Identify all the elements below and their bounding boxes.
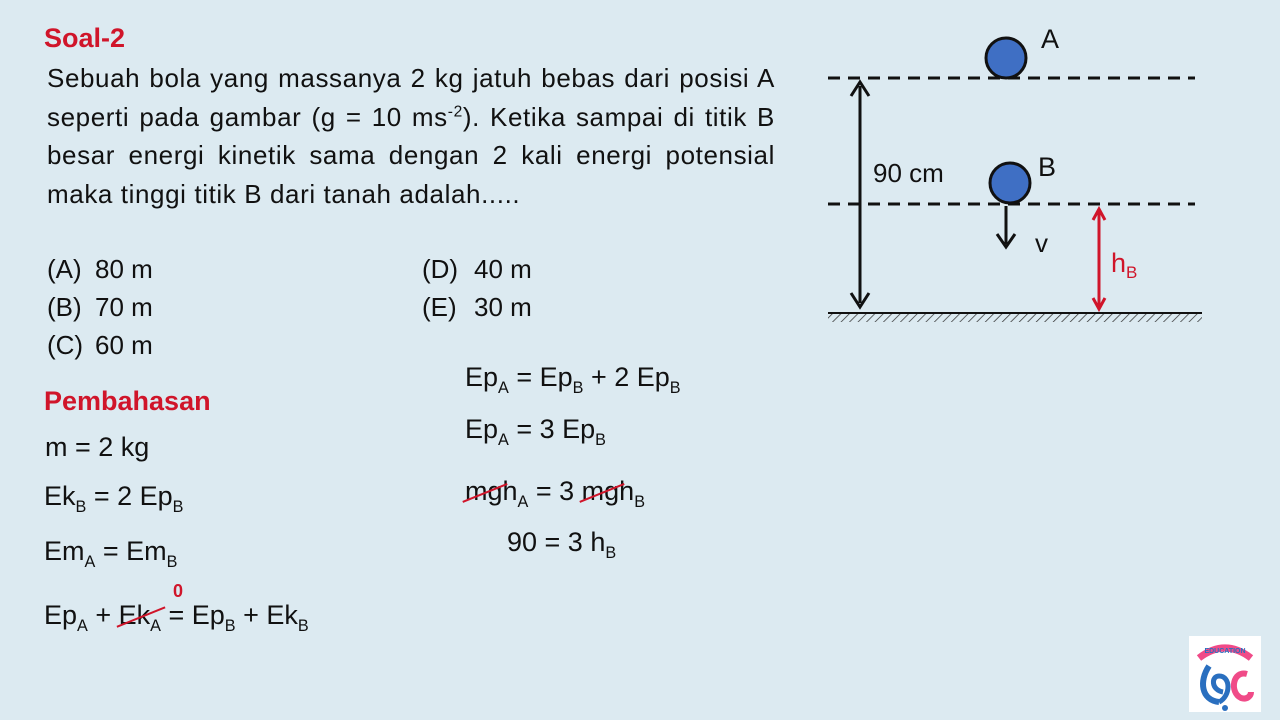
step3-h-right: h xyxy=(619,476,635,506)
solution-title: Pembahasan xyxy=(44,386,211,416)
hb-label-sub: B xyxy=(1126,263,1138,282)
hb-arrow xyxy=(1093,209,1105,309)
step3-mg-struck-left: mg xyxy=(465,476,503,506)
step2-s1: A xyxy=(498,431,509,449)
step3-c: = 3 xyxy=(528,476,582,506)
ball-b xyxy=(990,163,1030,203)
step1-c: + 2 Ep xyxy=(583,362,670,392)
problem-text-part1: Sebuah bola yang massanya 2 kg jatuh bebas dari posisi A seperti pada gambar (g = 10 ms xyxy=(47,63,775,132)
eq-cons-ek: Ek xyxy=(118,600,151,630)
problem-title: Soal-2 xyxy=(44,23,126,53)
eq-cons-sub4: B xyxy=(297,617,309,635)
option-c-value: 60 m xyxy=(95,330,153,360)
option-a-key: (A) xyxy=(47,254,82,284)
step1-a: Ep xyxy=(465,362,499,392)
step1-b: = Ep xyxy=(508,362,573,392)
step2-a: Ep xyxy=(465,414,499,444)
option-e-value: 30 m xyxy=(474,292,532,322)
velocity-arrow xyxy=(997,206,1015,247)
eq-em-sub1: A xyxy=(84,553,96,571)
step1-s3: B xyxy=(669,379,681,397)
option-b-value: 70 m xyxy=(95,292,153,322)
option-d-key: (D) xyxy=(422,254,459,284)
eq-cons-rhs: = Ep xyxy=(160,600,225,630)
step4-s1: B xyxy=(605,544,617,562)
hb-label-main: h xyxy=(1111,248,1127,278)
problem-text-superscript: -2 xyxy=(447,102,463,120)
ball-a xyxy=(986,38,1026,78)
option-b-key: (B) xyxy=(47,292,82,322)
height-label: 90 cm xyxy=(873,158,944,188)
eq-cons-sub2: A xyxy=(150,617,161,635)
problem-text-part2: ). Ketika sampai di titik B besar energi kinetik sama dengan 2 kali energi potensial maka tinggi titik B dari tanah adalah..... xyxy=(47,101,775,209)
eq-ek-sub2: B xyxy=(172,498,184,516)
step3-mg-struck-right: mg xyxy=(581,476,620,506)
eq-em-rhs: = Em xyxy=(95,536,167,566)
option-d-value: 40 m xyxy=(474,254,532,284)
eq-em-term: Em xyxy=(44,536,85,566)
point-a-label: A xyxy=(1041,24,1060,54)
step3-s2: B xyxy=(634,493,646,511)
logo-text: EDUCATION xyxy=(1204,648,1246,655)
height-arrow xyxy=(851,82,869,307)
eq-cons-plus: + xyxy=(87,600,119,630)
zero-annotation: 0 xyxy=(173,581,184,601)
option-c-key: (C) xyxy=(47,330,84,360)
eq-mass: m = 2 kg xyxy=(45,432,150,462)
step3-s1: A xyxy=(517,493,529,511)
point-b-label: B xyxy=(1038,152,1057,182)
education-logo-icon xyxy=(1189,636,1261,712)
eq-cons-rhs2: + Ek xyxy=(235,600,298,630)
eq-ek-sub1: B xyxy=(75,498,87,516)
velocity-label: v xyxy=(1035,228,1048,258)
step1-s2: B xyxy=(572,379,584,397)
eq-cons-sub3: B xyxy=(224,617,236,635)
step1-s1: A xyxy=(498,379,509,397)
step4-a: 90 = 3 h xyxy=(507,527,606,557)
eq-ek-rhs: = 2 Ep xyxy=(86,481,173,511)
step3-h-left: h xyxy=(502,476,518,506)
eq-em-sub2: B xyxy=(166,553,178,571)
option-a-value: 80 m xyxy=(95,254,153,284)
eq-ek-term: Ek xyxy=(44,481,76,511)
eq-cons-ep: Ep xyxy=(44,600,78,630)
step2-s2: B xyxy=(595,431,606,449)
step2-b: = 3 Ep xyxy=(508,414,596,444)
hb-label xyxy=(1111,248,1137,282)
option-e-key: (E) xyxy=(422,292,457,322)
ground xyxy=(828,313,1202,322)
eq-cons-sub1: A xyxy=(77,617,88,635)
